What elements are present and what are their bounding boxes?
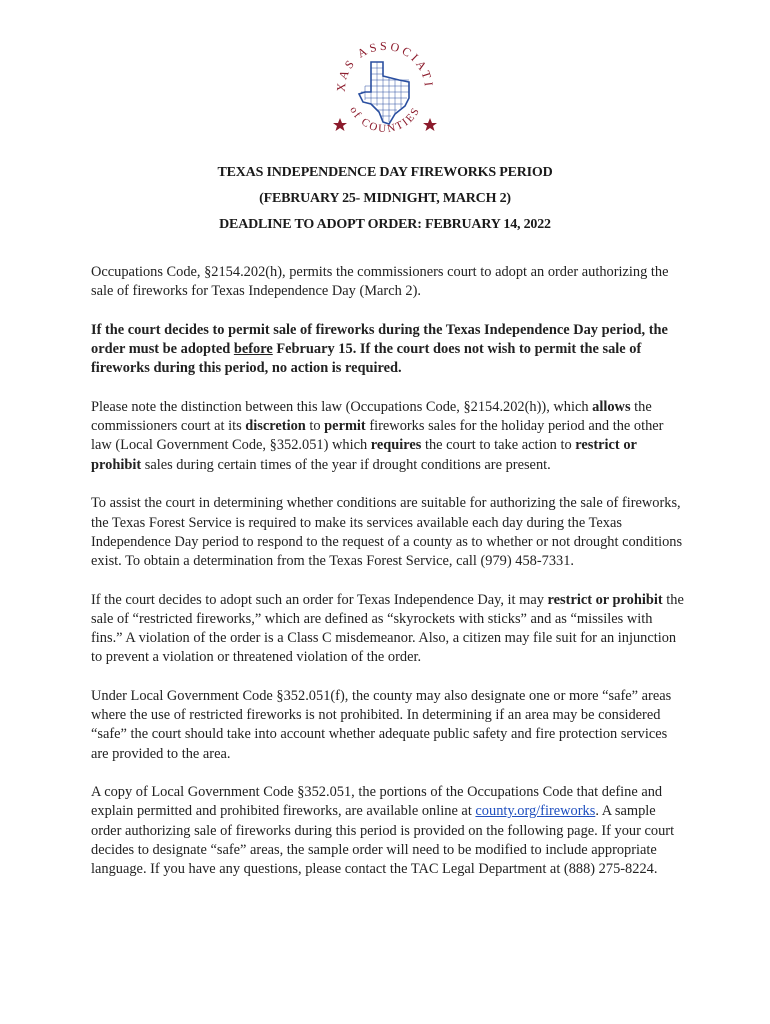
paragraph-5-a: If the court decides to adopt such an order for Texas Independence Day, it may xyxy=(91,591,548,608)
heading-line-1: TEXAS INDEPENDENCE DAY FIREWORKS PERIOD xyxy=(217,165,553,180)
paragraph-5-c: the sale of “restricted fireworks,” which are defined as “skyrockets with sticks” and as “missiles with fins.” A violation of the order is a Class C misdemeanor. Also, a citizen may file suit for an injunction to prevent a violation or threatened violation of the order. xyxy=(91,591,684,666)
heading-line-2: (FEBRUARY 25- MIDNIGHT, MARCH 2) xyxy=(259,191,511,206)
paragraph-3-requires: requires xyxy=(370,437,422,454)
paragraph-7-b: . A sample order authorizing sale of fireworks during this period is provided on the following page. If your court decides to designate “safe” areas, the sample order will need to be modified to include appropriate language. If you have any questions, please contact the TAC Legal Department at (888) 275-8224. xyxy=(91,803,675,878)
paragraph-5 xyxy=(91,591,687,668)
paragraph-3 xyxy=(91,398,687,475)
paragraph-3-discretion: discretion xyxy=(245,418,306,435)
texas-map-icon xyxy=(359,62,409,124)
paragraph-3-g: fireworks sales for the holiday period and the other law (Local Government Code, §352.051) which xyxy=(91,418,664,454)
paragraph-1: Occupations Code, §2154.202(h), permits the commissioners court to adopt an order authorizing the sale of fireworks for Texas Independence Day (March 2). xyxy=(91,264,669,300)
paragraph-2-before: before xyxy=(233,341,273,358)
paragraph-7-a: A copy of Local Government Code §352.051, the portions of the Occupations Code that define and explain permitted and prohibited fireworks, are available online at xyxy=(91,784,663,820)
paragraph-2-c: February 15. If the court does not wish to permit the sale of fireworks during this period, no action is required. xyxy=(91,341,642,377)
paragraph-4: To assist the court in determining whether conditions are suitable for authorizing the sale of fireworks, the Texas Forest Service is required to make its services available each day during the Texas Independence Day period to respond to the request of a county as to whether or not drought conditions exist. To obtain a determination from the Texas Forest Service, call (979) 458-7331. xyxy=(91,495,683,569)
tac-logo-graphic xyxy=(325,30,445,150)
star-right-icon xyxy=(423,118,437,131)
document-body xyxy=(91,263,687,899)
paragraph-6: Under Local Government Code §352.051(f), the county may also designate one or more “safe” areas where the use of restricted fireworks is not prohibited. In determining if an area may be considered “safe” the court should take into account whether adequate public safety and fire protection services are provided to the area. xyxy=(91,687,672,762)
star-left-icon xyxy=(333,118,347,131)
paragraph-2 xyxy=(91,321,687,379)
paragraph-3-permit: permit xyxy=(324,418,366,435)
fireworks-link[interactable]: county.org/fireworks xyxy=(475,803,596,820)
paragraph-7 xyxy=(91,783,687,879)
tac-logo xyxy=(325,30,445,150)
paragraph-5-restrict: restrict or prohibit xyxy=(547,591,663,608)
paragraph-3-k: sales during certain times of the year if drought conditions are present. xyxy=(141,456,551,473)
paragraph-3-c: the commissioners court at its xyxy=(91,399,652,435)
paragraph-3-e: to xyxy=(305,418,325,435)
paragraph-2-a: If the court decides to permit sale of fireworks during the Texas Independence Day period, the order must be adopted xyxy=(91,321,668,358)
document-headings xyxy=(0,160,770,238)
paragraph-3-i: the court to take action to xyxy=(421,437,576,454)
logo-bottom-text: of COUNTIES xyxy=(347,104,423,136)
heading-line-3: DEADLINE TO ADOPT ORDER: FEBRUARY 14, 2022 xyxy=(219,217,551,232)
paragraph-3-restrict: restrict or prohibit xyxy=(91,437,637,473)
paragraph-3-a: Please note the distinction between this law (Occupations Code, §2154.202(h)), which xyxy=(91,399,593,416)
logo-top-text: XAS ASSOCIATI xyxy=(333,38,437,93)
paragraph-3-allows: allows xyxy=(592,399,631,416)
